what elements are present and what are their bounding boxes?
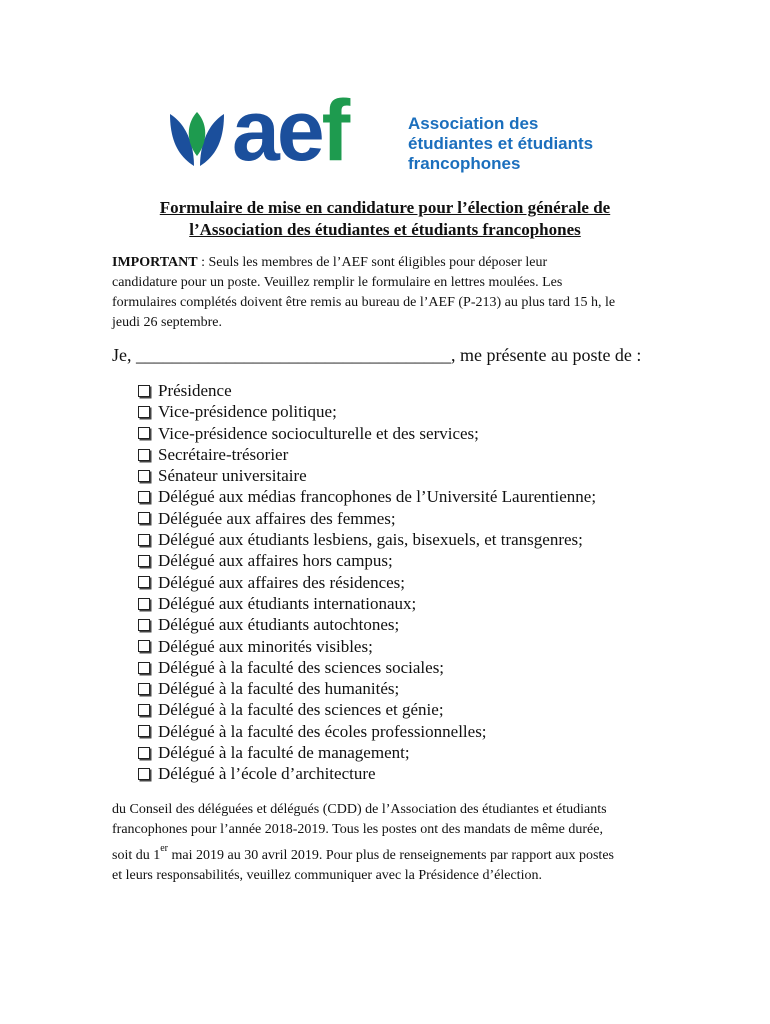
position-option[interactable] <box>138 636 596 657</box>
checkbox-icon[interactable] <box>138 725 150 737</box>
position-option-label: Délégué à la faculté des sciences sociales; <box>158 657 445 677</box>
position-option-label: Déléguée aux affaires des femmes; <box>158 508 396 528</box>
position-option-label: Délégué à la faculté des sciences et génie; <box>158 700 444 720</box>
position-option-label: Délégué aux étudiants autochtones; <box>158 615 400 635</box>
position-option-label: Délégué aux affaires hors campus; <box>158 551 393 571</box>
checkbox-icon[interactable] <box>138 704 150 716</box>
footer-paragraph: du Conseil des déléguées et délégués (CDD) de l’Association des étudiantes et étudiants francophones pour l’année 2018-2019. Tous les postes ont des mandats de même durée, soit du 1er mai 2019 au 30 avril 2019. Pour plus de renseignements par rapport aux postes et leurs responsabilités, veuillez communiquer avec la Présidence d’élection. <box>112 802 614 883</box>
position-option-label: Sénateur universitaire <box>158 466 307 486</box>
checkbox-icon[interactable] <box>138 576 150 588</box>
checkbox-icon[interactable] <box>138 619 150 631</box>
checkbox-icon[interactable] <box>138 385 150 397</box>
leaf-emblem-icon <box>168 110 226 170</box>
position-option[interactable] <box>138 572 596 593</box>
position-option-label: Délégué aux minorités visibles; <box>158 636 373 656</box>
position-option[interactable] <box>138 508 596 529</box>
position-option[interactable] <box>138 614 596 635</box>
candidate-name-line[interactable]: Je, ___________________________________, me présente au poste de : <box>112 345 642 365</box>
checkbox-icon[interactable] <box>138 491 150 503</box>
position-option[interactable] <box>138 444 596 465</box>
position-option[interactable] <box>138 657 596 678</box>
checkbox-icon[interactable] <box>138 534 150 546</box>
position-option-label: Délégué aux étudiants lesbiens, gais, bisexuels, et transgenres; <box>158 530 583 550</box>
form-title: Formulaire de mise en candidature pour l’élection générale de l’Association des étudiantes et étudiants francophones <box>159 198 611 239</box>
position-option[interactable] <box>138 550 596 571</box>
position-option[interactable] <box>138 486 596 507</box>
position-option-label: Délégué aux étudiants internationaux; <box>158 593 417 613</box>
checkbox-icon[interactable] <box>138 449 150 461</box>
position-option-label: Délégué à la faculté des écoles professionnelles; <box>158 721 487 741</box>
position-option[interactable] <box>138 401 596 422</box>
association-name: Association des étudiantes et étudiants francophones <box>408 114 594 173</box>
checkbox-icon[interactable] <box>138 406 150 418</box>
position-option-label: Délégué à la faculté des humanités; <box>158 679 400 699</box>
position-options <box>138 380 596 785</box>
position-option-label: Présidence <box>158 381 232 400</box>
aef-wordmark: aef <box>232 83 348 179</box>
position-option[interactable] <box>138 742 596 763</box>
position-option[interactable] <box>138 593 596 614</box>
checkbox-icon[interactable] <box>138 640 150 652</box>
position-option[interactable] <box>138 678 596 699</box>
position-option-label: Vice-présidence socioculturelle et des services; <box>158 423 479 443</box>
checkbox-icon[interactable] <box>138 512 150 524</box>
checkbox-icon[interactable] <box>138 598 150 610</box>
checkbox-icon[interactable] <box>138 427 150 439</box>
checkbox-icon[interactable] <box>138 768 150 780</box>
position-option-label: Délégué à l’école d’architecture <box>158 764 376 784</box>
checkbox-icon[interactable] <box>138 470 150 482</box>
position-option[interactable] <box>138 529 596 550</box>
checkbox-icon[interactable] <box>138 747 150 759</box>
position-option[interactable] <box>138 423 596 444</box>
position-option[interactable] <box>138 763 596 784</box>
aef-logo <box>168 83 608 179</box>
checkbox-icon[interactable] <box>138 555 150 567</box>
checkbox-icon[interactable] <box>138 683 150 695</box>
position-option-label: Vice-présidence politique; <box>158 402 337 422</box>
position-option-label: Délégué aux médias francophones de l’Université Laurentienne; <box>158 487 597 507</box>
position-option[interactable] <box>138 699 596 720</box>
position-option[interactable] <box>138 380 596 401</box>
position-option-label: Secrétaire-trésorier <box>158 444 289 464</box>
position-option[interactable] <box>138 721 596 742</box>
position-option-label: Délégué aux affaires des résidences; <box>158 572 406 592</box>
important-label: IMPORTANT <box>112 255 198 270</box>
checkbox-icon[interactable] <box>138 662 150 674</box>
position-option[interactable] <box>138 465 596 486</box>
position-option-label: Délégué à la faculté de management; <box>158 743 410 763</box>
important-notice: IMPORTANT : Seuls les membres de l’AEF sont éligibles pour déposer leur candidature pour un poste. Veuillez remplir le formulaire en lettres moulées. Les formulaires complétés doivent être remis au bureau de l’AEF (P-213) au plus tard 15 h, le jeudi 26 septembre. <box>112 255 616 330</box>
